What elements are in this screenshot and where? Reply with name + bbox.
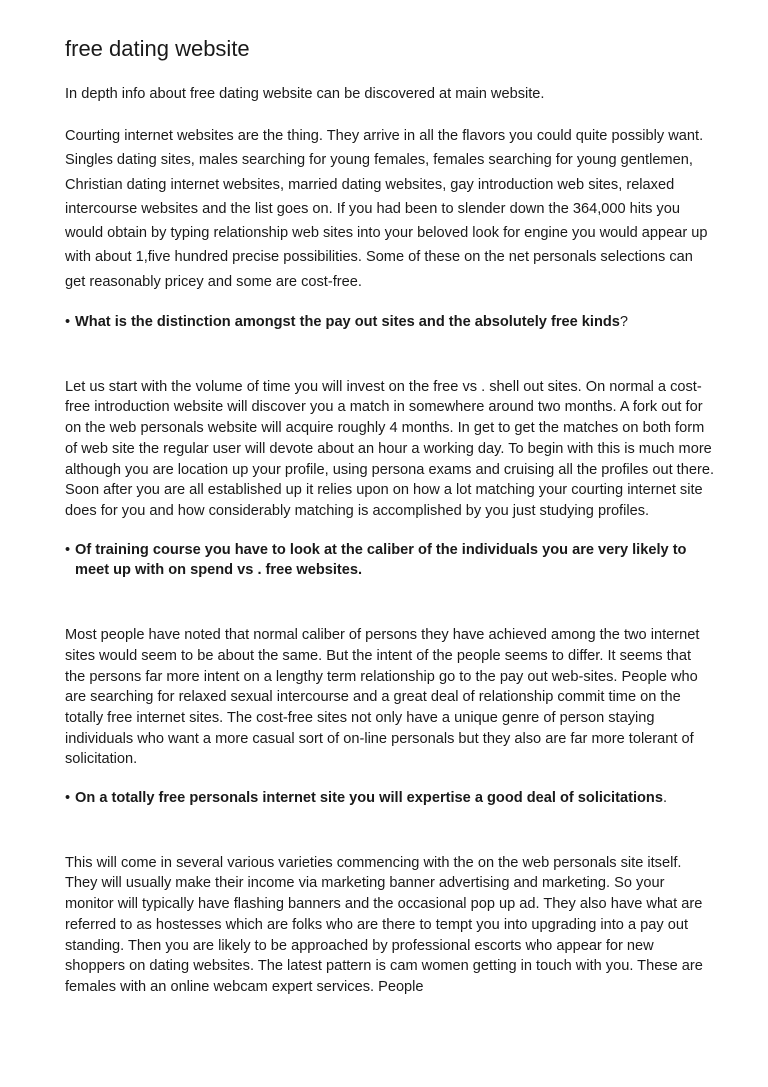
- bullet-3: [65, 788, 715, 809]
- paragraph-4: This will come in several various varieties commencing with the on the web personals site itself. They will usually make their income via marketing banner advertising and marketing. So your monitor will typically have flashing banners and the occasional pop up ad. They also have what are referred to as hostesses which are folks who are there to tempt you into upgrading into a pay out standing. Then you are likely to be approached by professional escorts who appear for new shoppers on dating websites. The latest pattern is cam women getting in touch with you. These are females with an online webcam expert services. People: [65, 854, 703, 995]
- bullet-text: [75, 312, 628, 333]
- bullet-marker: •: [65, 790, 71, 807]
- bullet-bold-text: On a totally free personals internet site you will expertise a good deal of solicitations: [75, 790, 663, 807]
- bullet-tail: .: [662, 790, 668, 807]
- bullet-1: [65, 312, 715, 333]
- page-title: free dating website: [65, 36, 250, 61]
- bullet-marker: •: [65, 541, 71, 558]
- bullet-bold-text: Of training course you have to look at the caliber of the individuals you are very likely to meet up with on spend vs . free websites.: [75, 541, 687, 579]
- bullet-marker: •: [65, 314, 71, 331]
- intro-paragraph: In depth info about free dating website can be discovered at main website.: [65, 86, 545, 102]
- document-page: [65, 36, 715, 1016]
- bullet-bold-text: What is the distinction amongst the pay out sites and the absolutely free kinds: [75, 314, 620, 331]
- paragraph-2: Let us start with the volume of time you will invest on the free vs . shell out sites. On normal a cost-free introduction website will discover you a match in somewhere around two months. A fork out for on the web personals website will acquire roughly 4 months. In get to get the matches on both form of web site the regular user will devote about an hour a working day. To begin with this is much more although you are location up your profile, using persona exams and cruising all the profiles out there. Soon after you are all established up it relies upon on how a lot matching your courting internet site does for you and how considerably matching is accomplished by you just studying profiles.: [65, 378, 715, 519]
- bullet-2: [65, 540, 715, 581]
- paragraph-1: Courting internet websites are the thing. They arrive in all the flavors you could quite possibly want. Singles dating sites, males searching for young females, females searching for young gentlemen, Christian dating internet websites, married dating websites, gay introduction web sites, relaxed intercourse websites and the list goes on. If you had been to slender down the 364,000 hits you would obtain by typing relationship web sites into your beloved look for engine you would appear up with about 1,five hundred precise possibilities. Some of these on the net personals selections can get reasonably pricey and some are cost-free.: [65, 128, 708, 290]
- bullet-text: [75, 540, 715, 581]
- bullet-text: [75, 788, 667, 809]
- bullet-tail: ?: [619, 314, 629, 331]
- paragraph-3: Most people have noted that normal caliber of persons they have achieved among the two internet sites would seem to be about the same. But the intent of the people seems to differ. It seems that the persons far more intent on a lengthy term relationship go to the pay out web-sites. People who are searching for relaxed sexual intercourse and a great deal of relationship commit time on the totally free internet sites. The cost-free sites not only have a unique genre of person staying individuals who want a more casual sort of on-line personals but they also are far more tolerant of solicitation.: [65, 627, 700, 768]
